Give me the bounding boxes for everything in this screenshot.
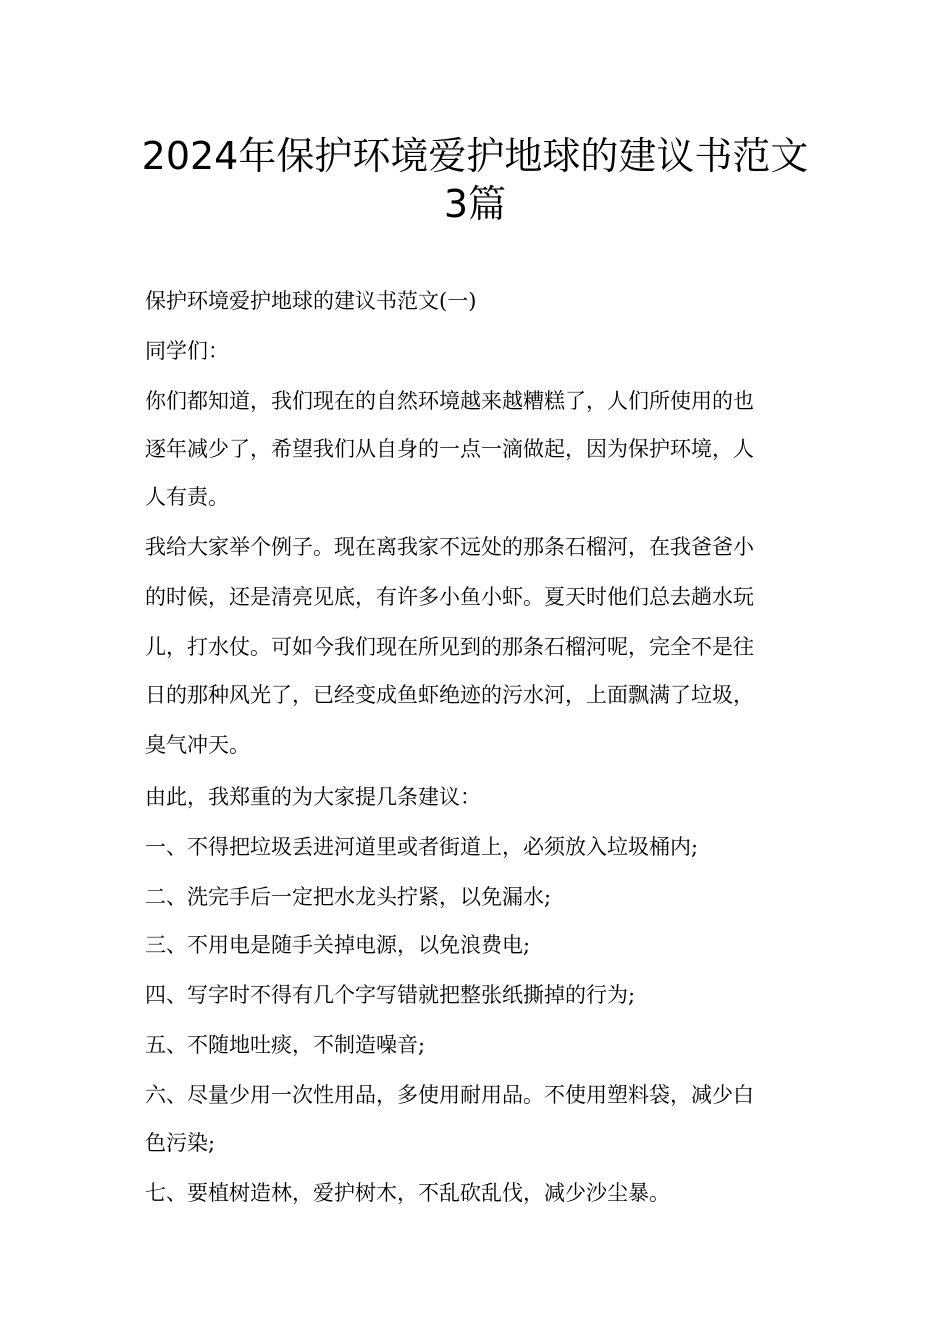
suggestion-item: 七、要植树造林，爱护树木，不乱砍乱伐，减少沙尘暴。 bbox=[145, 1181, 670, 1205]
document-title-line-1: 2024年保护环境爱护地球的建议书范文 bbox=[141, 134, 809, 178]
suggestion-item: 色污染; bbox=[145, 1131, 216, 1155]
suggestion-item: 二、洗完手后一定把水龙头拧紧，以免漏水; bbox=[145, 885, 552, 909]
paragraph-line: 儿，打水仗。可如今我们现在所见到的那条石榴河呢，完全不是往 bbox=[145, 635, 754, 659]
suggestion-item: 一、不得把垃圾丢进河道里或者街道上，必须放入垃圾桶内; bbox=[145, 835, 699, 859]
section-heading: 保护环境爱护地球的建议书范文(一) bbox=[145, 289, 477, 313]
paragraph-line: 日的那种风光了，已经变成鱼虾绝迹的污水河，上面飘满了垃圾， bbox=[145, 683, 754, 707]
salutation: 同学们： bbox=[145, 339, 229, 363]
paragraph-line: 的时候，还是清亮见底，有许多小鱼小虾。夏天时他们总去趟水玩 bbox=[145, 585, 754, 609]
paragraph-line: 我给大家举个例子。现在离我家不远处的那条石榴河，在我爸爸小 bbox=[145, 535, 754, 559]
suggestion-item: 五、不随地吐痰，不制造噪音; bbox=[145, 1033, 426, 1057]
suggestion-item: 三、不用电是随手关掉电源，以免浪费电; bbox=[145, 933, 531, 957]
document-title-line-2: 3篇 bbox=[443, 182, 507, 226]
paragraph-line: 人有责。 bbox=[145, 485, 229, 509]
paragraph-line: 臭气冲天。 bbox=[145, 733, 250, 757]
suggestion-item: 六、尽量少用一次性用品，多使用耐用品。不使用塑料袋，减少白 bbox=[145, 1083, 754, 1107]
paragraph-line: 你们都知道，我们现在的自然环境越来越糟糕了，人们所使用的也 bbox=[145, 389, 754, 413]
suggestion-item: 四、写字时不得有几个字写错就把整张纸撕掉的行为; bbox=[145, 983, 636, 1007]
paragraph-line: 由此，我郑重的为大家提几条建议： bbox=[145, 785, 481, 809]
paragraph-line: 逐年减少了，希望我们从自身的一点一滴做起，因为保护环境，人 bbox=[145, 437, 754, 461]
